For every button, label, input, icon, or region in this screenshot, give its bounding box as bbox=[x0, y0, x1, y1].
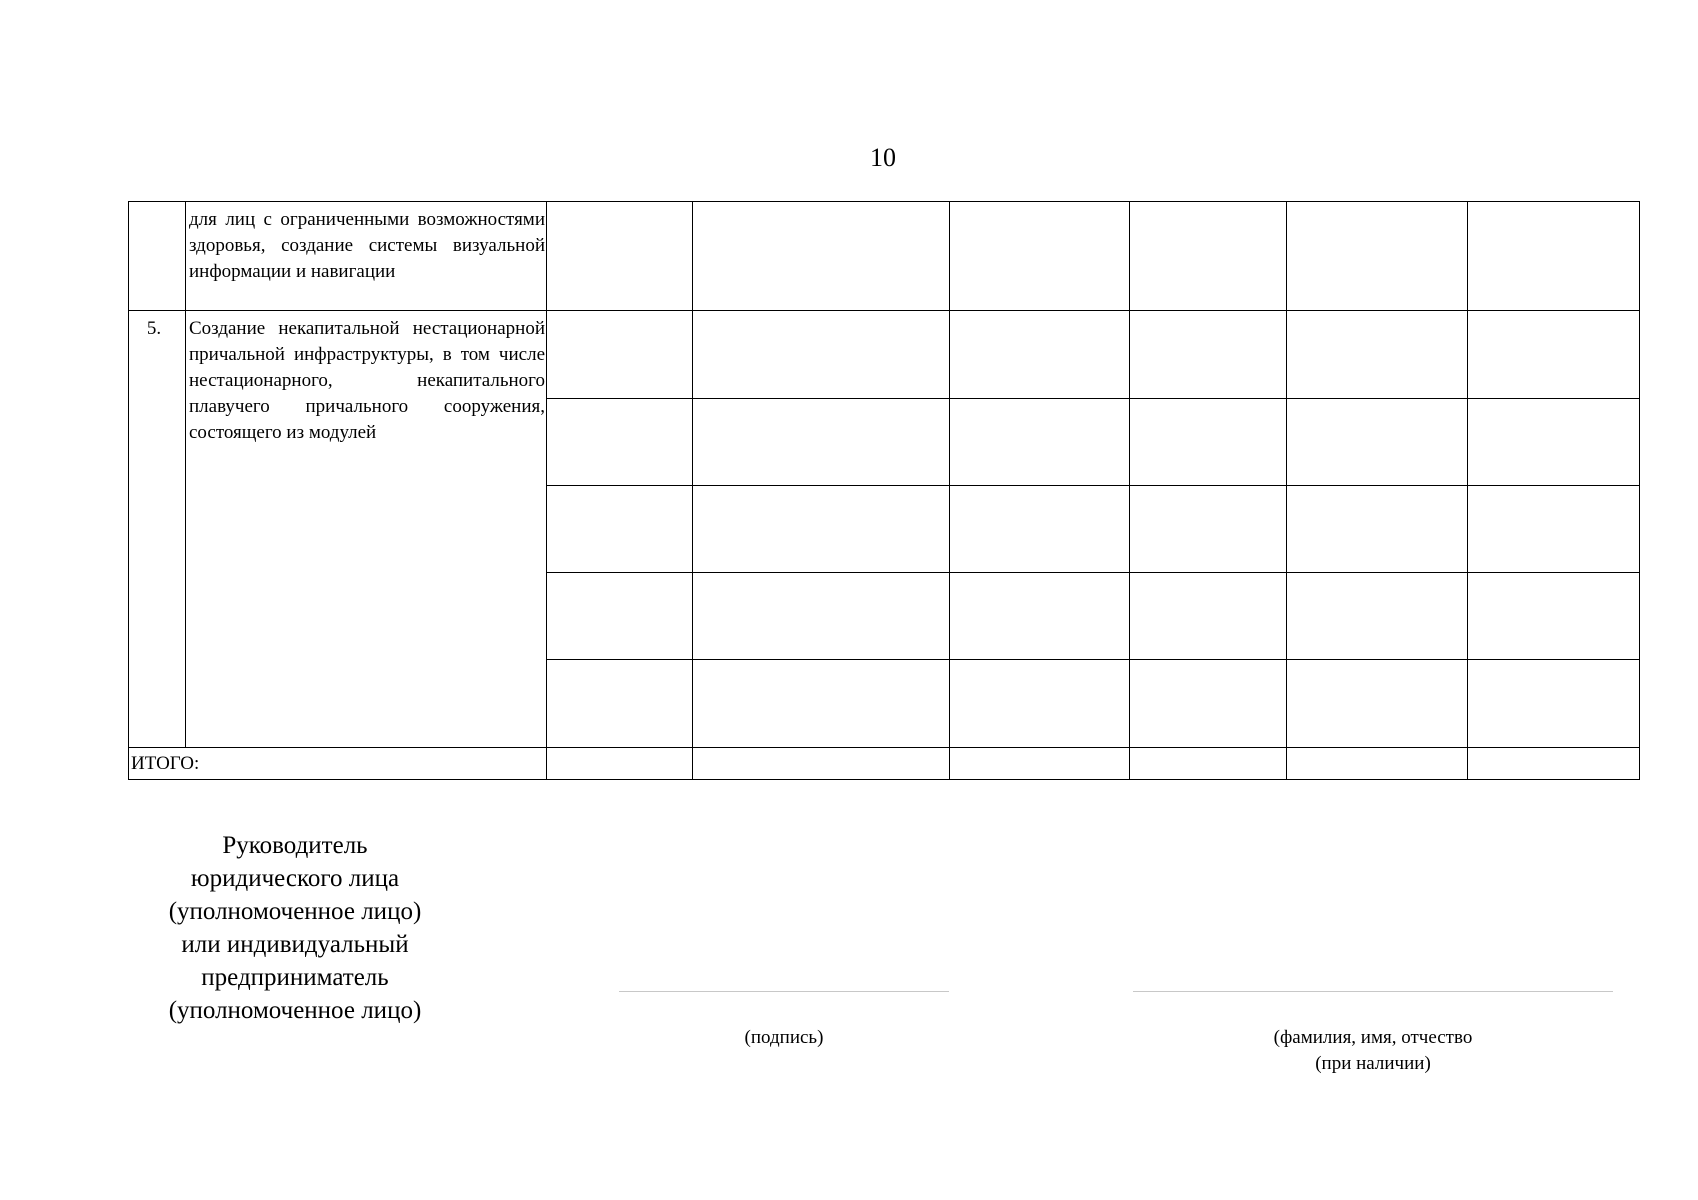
table-cell[interactable] bbox=[693, 748, 950, 780]
table-cell[interactable] bbox=[547, 399, 693, 486]
table-cell[interactable] bbox=[950, 573, 1130, 660]
table-cell[interactable] bbox=[1468, 486, 1640, 573]
table-cell-description: Создание некапитальной нестационарной причальной инфраструктуры, в том числе нестационарного, некапитального плавучего причального сооружения, состоящего из модулей bbox=[186, 311, 547, 748]
table-cell[interactable] bbox=[1130, 311, 1287, 399]
table-cell[interactable] bbox=[547, 202, 693, 311]
name-caption-line: (фамилия, имя, отчество bbox=[1273, 1027, 1473, 1048]
table-cell[interactable] bbox=[950, 748, 1130, 780]
signer-line: юридического лица bbox=[190, 865, 400, 892]
table-cell[interactable] bbox=[693, 486, 950, 573]
name-line[interactable] bbox=[1133, 991, 1613, 992]
report-table bbox=[128, 201, 1640, 780]
table-cell-number: 5. bbox=[129, 311, 186, 748]
signer-title bbox=[130, 829, 460, 1027]
table-cell[interactable] bbox=[547, 486, 693, 573]
table-cell[interactable] bbox=[1287, 660, 1468, 748]
table-cell[interactable] bbox=[1287, 311, 1468, 399]
signer-line: Руководитель bbox=[222, 832, 368, 859]
table-cell[interactable] bbox=[1468, 748, 1640, 780]
table-cell[interactable] bbox=[950, 660, 1130, 748]
table-cell[interactable] bbox=[1130, 202, 1287, 311]
table-cell[interactable] bbox=[950, 311, 1130, 399]
table-cell[interactable] bbox=[1130, 660, 1287, 748]
table-cell[interactable] bbox=[1468, 399, 1640, 486]
table-cell[interactable] bbox=[1130, 486, 1287, 573]
table-cell[interactable] bbox=[1130, 573, 1287, 660]
signer-line: (уполномоченное лицо) bbox=[168, 997, 422, 1024]
table-cell[interactable] bbox=[1287, 202, 1468, 311]
table-cell[interactable] bbox=[1468, 202, 1640, 311]
table-cell[interactable] bbox=[1468, 660, 1640, 748]
table-cell[interactable] bbox=[1130, 399, 1287, 486]
table-cell[interactable] bbox=[693, 311, 950, 399]
page-number: 10 bbox=[870, 143, 896, 172]
table-cell-description: для лиц с ограниченными возможностями здоровья, создание системы визуальной информации и навигации bbox=[186, 202, 547, 311]
name-caption-line: (при наличии) bbox=[1315, 1053, 1431, 1074]
table-cell[interactable] bbox=[547, 573, 693, 660]
table-cell[interactable] bbox=[1468, 573, 1640, 660]
table-cell[interactable] bbox=[693, 660, 950, 748]
table-cell-number bbox=[129, 202, 186, 311]
signature-caption: (подпись) bbox=[744, 1027, 824, 1048]
table-cell[interactable] bbox=[1287, 748, 1468, 780]
table-cell[interactable] bbox=[693, 202, 950, 311]
signature-line[interactable] bbox=[619, 991, 949, 992]
table-cell[interactable] bbox=[950, 486, 1130, 573]
table-cell[interactable] bbox=[547, 311, 693, 399]
signer-line: предприниматель bbox=[201, 964, 389, 991]
table-row-total bbox=[129, 748, 1640, 780]
table-cell[interactable] bbox=[950, 202, 1130, 311]
table-cell[interactable] bbox=[1287, 573, 1468, 660]
table-cell[interactable] bbox=[1468, 311, 1640, 399]
table-cell[interactable] bbox=[693, 573, 950, 660]
name-caption bbox=[1133, 1025, 1613, 1077]
total-label: ИТОГО: bbox=[129, 748, 547, 780]
table-cell[interactable] bbox=[547, 748, 693, 780]
table-cell[interactable] bbox=[693, 399, 950, 486]
table-cell[interactable] bbox=[1130, 748, 1287, 780]
table-cell[interactable] bbox=[547, 660, 693, 748]
table-row-continuation bbox=[129, 202, 1640, 311]
signer-line: или индивидуальный bbox=[181, 931, 409, 958]
table-cell[interactable] bbox=[950, 399, 1130, 486]
table-cell[interactable] bbox=[1287, 399, 1468, 486]
table-cell[interactable] bbox=[1287, 486, 1468, 573]
table-row-5 bbox=[129, 311, 1640, 399]
signer-line: (уполномоченное лицо) bbox=[168, 898, 422, 925]
